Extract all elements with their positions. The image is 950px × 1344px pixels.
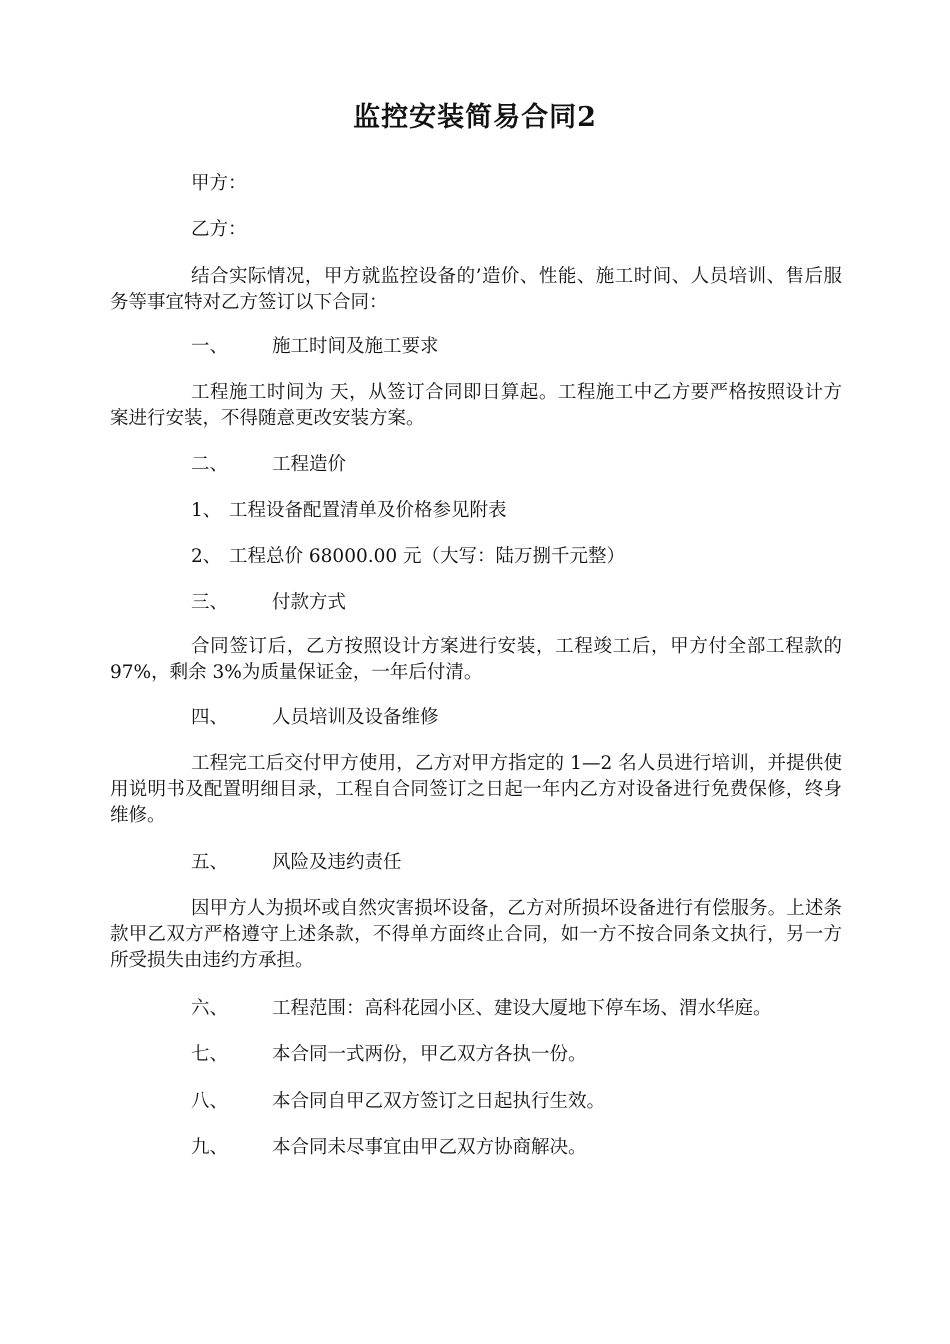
section-title: 工程造价 — [272, 454, 347, 475]
section-1-paragraph: 工程施工时间为 天，从签订合同即日算起。工程施工中乙方要严格按照设计方案进行安装，不得随意更改安装方案。 — [110, 382, 842, 429]
section-title: 工程范围：高科花园小区、建设大厦地下停车场、渭水华庭。 — [272, 998, 772, 1019]
section-heading-5 — [191, 850, 402, 876]
list-item — [191, 544, 625, 570]
section-heading-7 — [191, 1042, 587, 1068]
section-number: 四、 — [191, 707, 229, 728]
list-item-text: 工程设备配置清单及价格参见附表 — [229, 500, 507, 521]
section-heading-2 — [191, 452, 346, 478]
list-item-number: 2、 — [191, 546, 222, 567]
section-heading-8 — [191, 1089, 605, 1115]
section-number: 八、 — [191, 1091, 229, 1112]
section-heading-1 — [191, 334, 439, 360]
section-4-paragraph: 工程完工后交付甲方使用，乙方对甲方指定的 1—2 名人员进行培训，并提供使用说明书及配置明细目录，工程自合同签订之日起一年内乙方对设备进行免费保修，终身维修。 — [110, 753, 842, 826]
section-number: 三、 — [191, 592, 229, 613]
section-title: 付款方式 — [272, 592, 347, 613]
section-title: 本合同未尽事宜由甲乙双方协商解决。 — [272, 1137, 587, 1158]
section-heading-6 — [191, 996, 772, 1022]
section-title: 本合同一式两份，甲乙双方各执一份。 — [272, 1044, 587, 1065]
section-number: 九、 — [191, 1137, 229, 1158]
document-title: 监控安装简易合同2 — [353, 102, 597, 133]
section-number: 一、 — [191, 336, 229, 357]
intro-paragraph: 结合实际情况，甲方就监控设备的’造价、性能、施工时间、人员培训、售后服务等事宜特对乙方签订以下合同： — [110, 266, 842, 313]
list-item-text: 工程总价 68000.00 元（大写：陆万捌千元整） — [229, 546, 626, 567]
list-item — [191, 498, 507, 524]
section-number: 六、 — [191, 998, 229, 1019]
section-title: 风险及违约责任 — [272, 852, 402, 873]
section-5-paragraph: 因甲方人为损坏或自然灾害损坏设备，乙方对所损坏设备进行有偿服务。上述条款甲乙双方严格遵守上述条款，不得单方面终止合同，如一方不按合同条文执行，另一方所受损失由违约方承担。 — [110, 898, 842, 971]
party-b-label: 乙方： — [191, 219, 247, 240]
section-heading-3 — [191, 590, 346, 616]
section-number: 二、 — [191, 454, 229, 475]
section-title: 本合同自甲乙双方签订之日起执行生效。 — [272, 1091, 606, 1112]
section-number: 五、 — [191, 852, 229, 873]
section-heading-4 — [191, 705, 439, 731]
section-number: 七、 — [191, 1044, 229, 1065]
section-title: 施工时间及施工要求 — [272, 336, 439, 357]
section-3-paragraph: 合同签订后，乙方按照设计方案进行安装，工程竣工后，甲方付全部工程款的 97%，剩余 3%为质量保证金，一年后付清。 — [110, 636, 842, 683]
section-title: 人员培训及设备维修 — [272, 707, 439, 728]
section-heading-9 — [191, 1135, 587, 1161]
list-item-number: 1、 — [191, 500, 222, 521]
party-a-label: 甲方： — [191, 173, 247, 194]
